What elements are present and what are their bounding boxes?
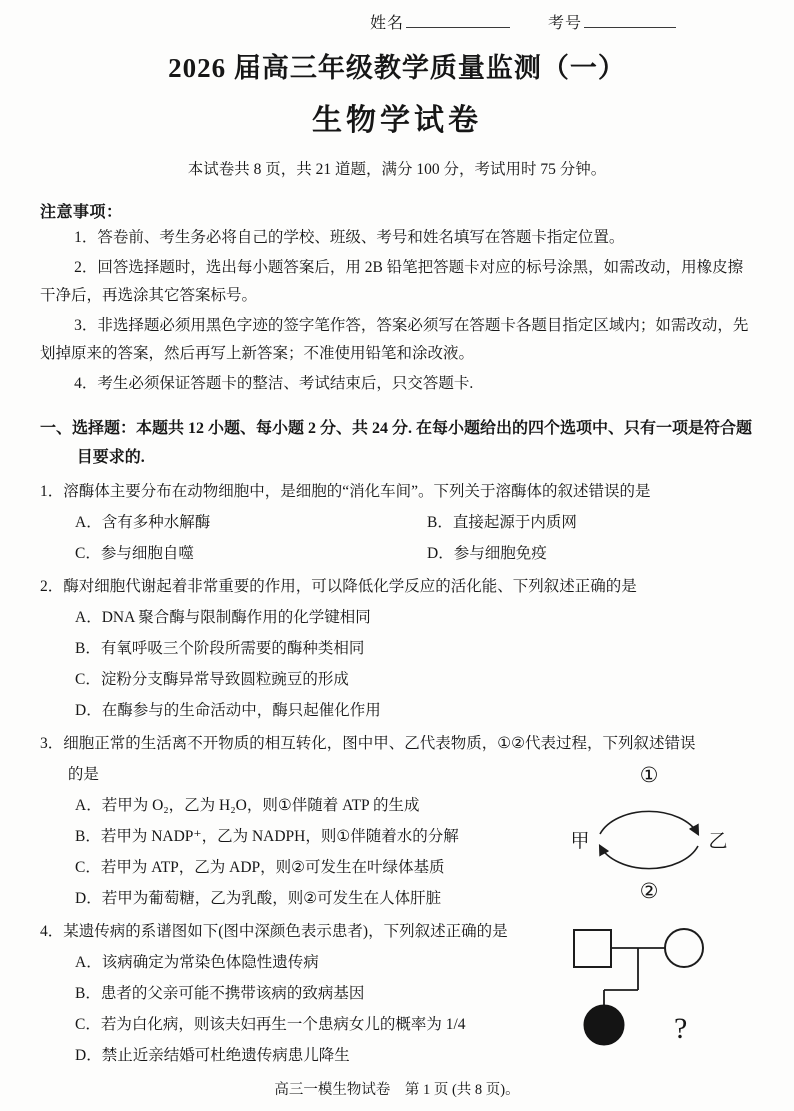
question-1-number: 1． xyxy=(40,483,64,500)
section-heading: 一、选择题：本题共 12 小题、每小题 2 分、共 24 分. 在每小题给出的四个选项中、只有一项是符合题目要求的. xyxy=(40,420,753,466)
question-4-option-d: D．禁止近亲结婚可杜绝遗传病患儿降生 xyxy=(75,1047,350,1064)
name-blank-line xyxy=(406,13,510,28)
question-4 xyxy=(40,916,754,1071)
header-blanks xyxy=(40,10,754,34)
question-2-number: 2． xyxy=(40,578,64,595)
question-3 xyxy=(40,728,754,914)
exam-title: 2026 届高三年级教学质量监测（一） xyxy=(168,53,626,83)
question-2-text: 酶对细胞代谢起着非常重要的作用，可以降低化学反应的活化能、下列叙述正确的是 xyxy=(63,578,637,595)
question-1-option-a: A．含有多种水解酶 xyxy=(75,514,211,531)
question-2-option-a: A．DNA 聚合酶与限制酶作用的化学键相同 xyxy=(75,609,371,626)
question-2-option-d: D．在酶参与的生命活动中，酶只起催化作用 xyxy=(75,702,381,719)
name-label: 姓名 xyxy=(370,15,405,32)
question-2-option-b: B．有氧呼吸三个阶段所需要的酶种类相同 xyxy=(75,640,365,657)
question-2 xyxy=(40,571,754,726)
pedigree-mother-symbol xyxy=(665,929,703,967)
question-1-option-b: B．直接起源于内质网 xyxy=(427,514,577,531)
question-1-option-d: D．参与细胞免疫 xyxy=(427,545,547,562)
pedigree-affected-daughter-symbol xyxy=(584,1005,624,1045)
cycle-arrow-top xyxy=(600,811,698,834)
process-2-label: ② xyxy=(639,879,659,902)
subject-title: 生物学试卷 xyxy=(312,104,482,137)
note-item-3: 3．非选择题必须用黑色字迹的签字笔作答，答案必须写在答题卡各题目指定区域内；如需改动，先划掉原来的答案，然后再写上新答案；不准使用铅笔和涂改液。 xyxy=(40,317,749,362)
process-1-label: ① xyxy=(639,763,659,787)
question-3-number: 3． xyxy=(40,735,64,752)
exam-number-field xyxy=(548,15,676,32)
cycle-arrow-bottom xyxy=(600,846,698,869)
pedigree-father-symbol xyxy=(574,930,611,967)
pedigree-diagram xyxy=(562,924,734,1066)
question-3-option-b: B．若甲为 NADP⁺，乙为 NADPH，则①伴随着水的分解 xyxy=(75,828,459,845)
exam-number-blank-line xyxy=(584,13,676,28)
question-1-text: 溶酶体主要分布在动物细胞中，是细胞的“消化车间”。下列关于溶酶体的叙述错误的是 xyxy=(63,483,651,500)
question-3-option-c: C．若甲为 ATP，乙为 ADP，则②可发生在叶绿体基质 xyxy=(75,859,445,876)
question-2-options xyxy=(75,602,754,726)
question-3-text: 细胞正常的生活离不开物质的相互转化，图中甲、乙代表物质，①②代表过程，下列叙述错误的是 xyxy=(63,735,696,783)
pedigree-unknown-child-label: ? xyxy=(674,1012,688,1045)
question-1-options xyxy=(75,507,754,569)
question-4-option-b: B．患者的父亲可能不携带该病的致病基因 xyxy=(75,985,365,1002)
substance-cycle-diagram xyxy=(564,752,734,902)
question-2-stem xyxy=(40,571,754,602)
note-item-1: 1．答卷前、考生务必将自己的学校、班级、考号和姓名填写在答题卡指定位置。 xyxy=(74,229,625,246)
question-4-text: 某遗传病的系谱图如下(图中深颜色表示患者)，下列叙述正确的是 xyxy=(63,923,508,940)
question-4-option-c: C．若为白化病，则该夫妇再生一个患病女儿的概率为 1/4 xyxy=(75,1016,466,1033)
note-item-2: 2．回答选择题时，选出每小题答案后，用 2B 铅笔把答题卡对应的标号涂黑，如需改动，用橡皮擦干净后，再选涂其它答案标号。 xyxy=(40,259,744,304)
page-footer: 高三一模生物试卷 第 1 页 (共 8 页)。 xyxy=(274,1082,520,1098)
question-3-option-a: A．若甲为 O₂，乙为 H₂O，则①伴随着 ATP 的生成 xyxy=(75,797,420,814)
question-2-option-c: C．淀粉分支酶异常导致圆粒豌豆的形成 xyxy=(75,671,349,688)
substance-yi-label: 乙 xyxy=(708,831,728,852)
exam-info-line: 本试卷共 8 页，共 21 道题，满分 100 分，考试用时 75 分钟。 xyxy=(187,161,607,178)
substance-jia-label: 甲 xyxy=(570,831,590,852)
notes-heading: 注意事项： xyxy=(40,204,123,221)
question-4-option-a: A．该病确定为常染色体隐性遗传病 xyxy=(75,954,319,971)
name-field xyxy=(370,15,510,32)
question-1-stem xyxy=(40,476,754,507)
question-1 xyxy=(40,476,754,569)
question-3-option-d: D．若甲为葡萄糖，乙为乳酸，则②可发生在人体肝脏 xyxy=(75,890,442,907)
note-item-4: 4．考生必须保证答题卡的整洁、考试结束后，只交答题卡. xyxy=(74,375,474,392)
question-4-number: 4． xyxy=(40,923,64,940)
question-1-option-c: C．参与细胞自噬 xyxy=(75,545,194,562)
exam-number-label: 考号 xyxy=(548,15,583,32)
